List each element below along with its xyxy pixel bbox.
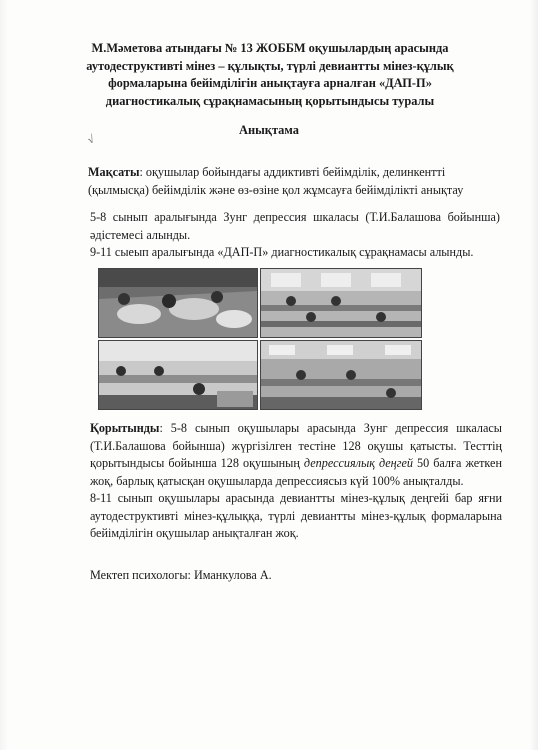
goal-paragraph (88, 164, 498, 199)
pen-mark-icon: √ (86, 133, 96, 147)
goal-lead: Мақсаты (88, 165, 140, 179)
results-emphasis: депрессиялық деңгей (303, 456, 413, 470)
signature-line: Мектеп психологы: Иманкулова А. (90, 568, 272, 582)
results-text-3: 8-11 сынып оқушылары арасында девиантты мінез-құлық деңгейі бар яғни аутодеструктивті мінез-құлыққа, түрлі девиантты мінез-құлық формаларына бейімділігін оқушылар анықталған жоқ. (90, 491, 502, 540)
photo-classroom-wide-1 (260, 268, 422, 338)
grades-line-2: 9-11 сыеып аралығында «ДАП-П» диагностикалық сұрақнамасы алынды. (90, 245, 474, 259)
document-subtitle: Анықтама (239, 123, 299, 137)
results-text-1: : 5-8 сынып оқушылары арасында Зунг депрессия шкаласы (Т.И.Балашова бойынша) жүргізілген тестіне 128 оқушы қатысты. Тесттің қорытындысы бойынша 128 оқушының (90, 421, 502, 470)
photo-collage (98, 268, 420, 408)
photo-classroom-desks-1 (98, 268, 258, 338)
document-title: М.Мәметова атындағы № 13 ЖОББМ оқушылардың арасында аутодеструктивті мінез – құлықты, түрлі девиантты мінез-құлық формаларына бейімділігін анықтауға арналған «ДАП-П» диагностикалық сұрақнамасының қорытындысы туралы (86, 41, 454, 108)
goal-text: : оқушылар бойындағы аддиктивті бейімділік, делинкентті (қылмысқа) бейімділік және өз-өзіне қол жұмсауға бейімділікті анықтау (88, 165, 464, 197)
photo-classroom-desks-2 (98, 340, 258, 410)
grades-line-1: 5-8 сынып аралығында Зунг депрессия шкаласы (Т.И.Балашова бойынша) әдістемесі алынды. (90, 210, 500, 242)
results-lead: Қорытынды (90, 421, 160, 435)
grades-paragraph (90, 209, 500, 262)
results-paragraph (90, 420, 502, 543)
results-text-2: 50 балға жеткен жоқ, барлық қатысқан оқушыларда депрессиясыз күй 100% анықталды. (90, 456, 502, 488)
photo-classroom-wide-2 (260, 340, 422, 410)
